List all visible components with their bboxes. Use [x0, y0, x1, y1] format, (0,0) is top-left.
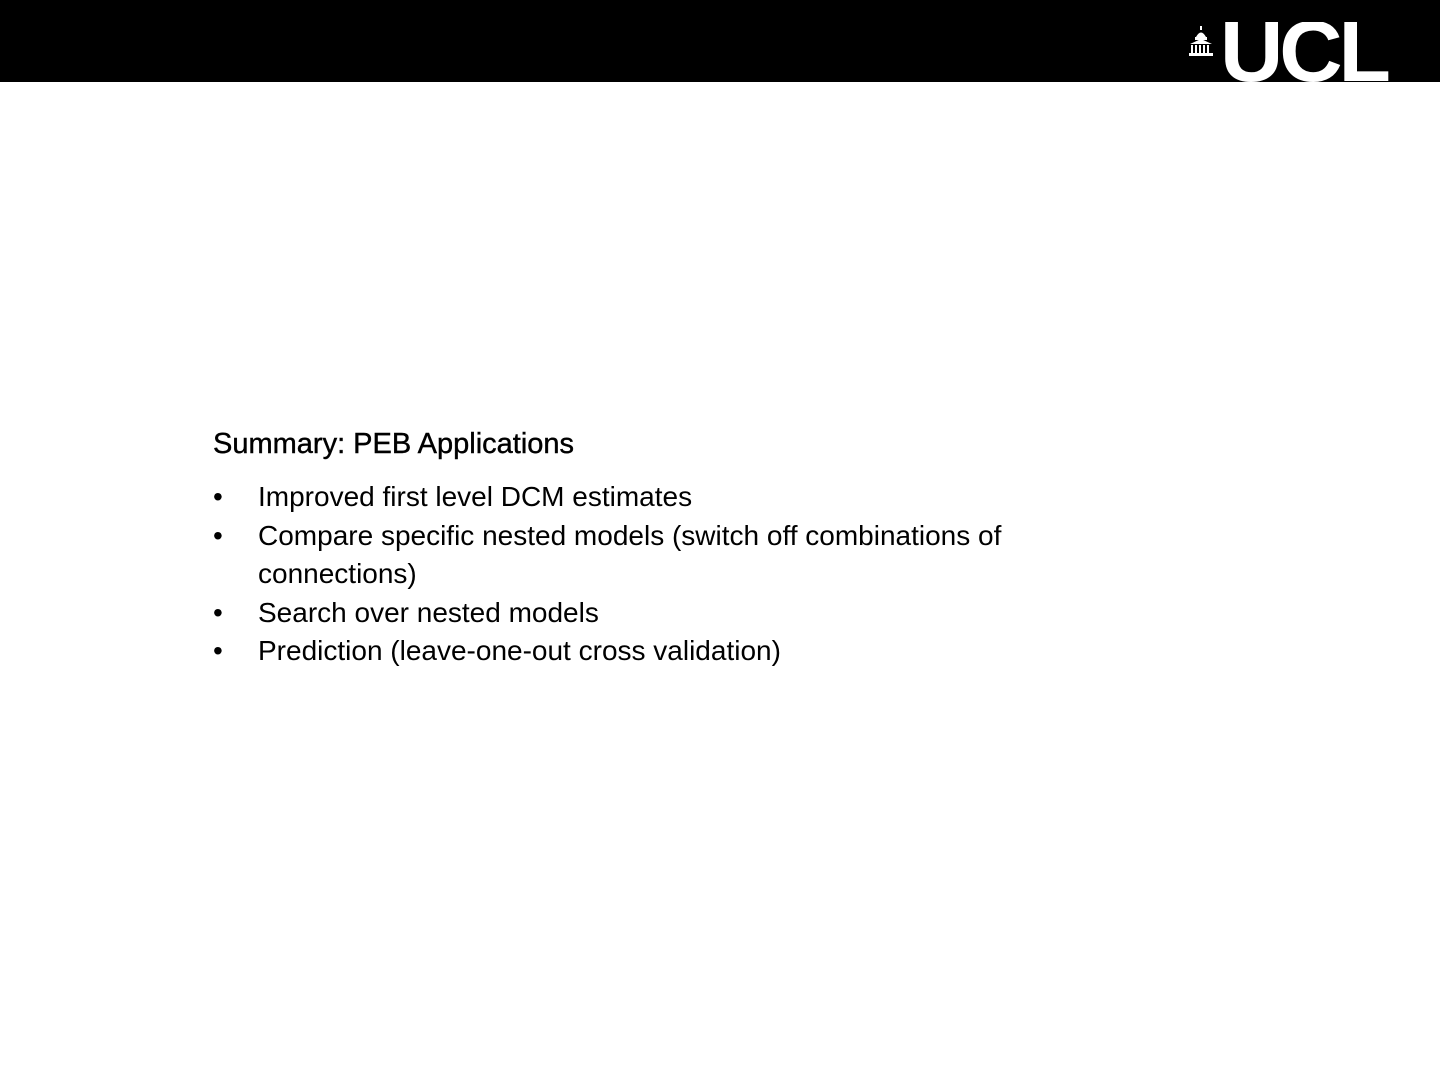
bullet-text: Prediction (leave-one-out cross validation): [258, 635, 781, 666]
list-item: [213, 517, 1158, 594]
list-item: [213, 632, 1158, 671]
logo-wordmark: UCL: [1220, 22, 1389, 82]
bullet-dot: •: [213, 635, 223, 666]
list-item: [213, 594, 1158, 633]
bullet-text: Search over nested models: [258, 596, 599, 628]
ucl-logo: [1188, 22, 1389, 82]
bullet-list: [213, 478, 1213, 671]
bullet-dot: •: [213, 519, 223, 551]
bullet-dot: •: [213, 481, 223, 512]
bullet-dot: •: [213, 596, 223, 628]
slide-content: [213, 424, 1213, 671]
bullet-text: Improved first level DCM estimates: [258, 481, 693, 512]
portico-icon: [1188, 26, 1214, 56]
list-item: [213, 478, 1158, 517]
bullet-text: Compare specific nested models (switch off combinations of connections): [258, 519, 1002, 589]
header-bar: [0, 0, 1440, 82]
slide-title: Summary: PEB Applications: [213, 428, 575, 460]
